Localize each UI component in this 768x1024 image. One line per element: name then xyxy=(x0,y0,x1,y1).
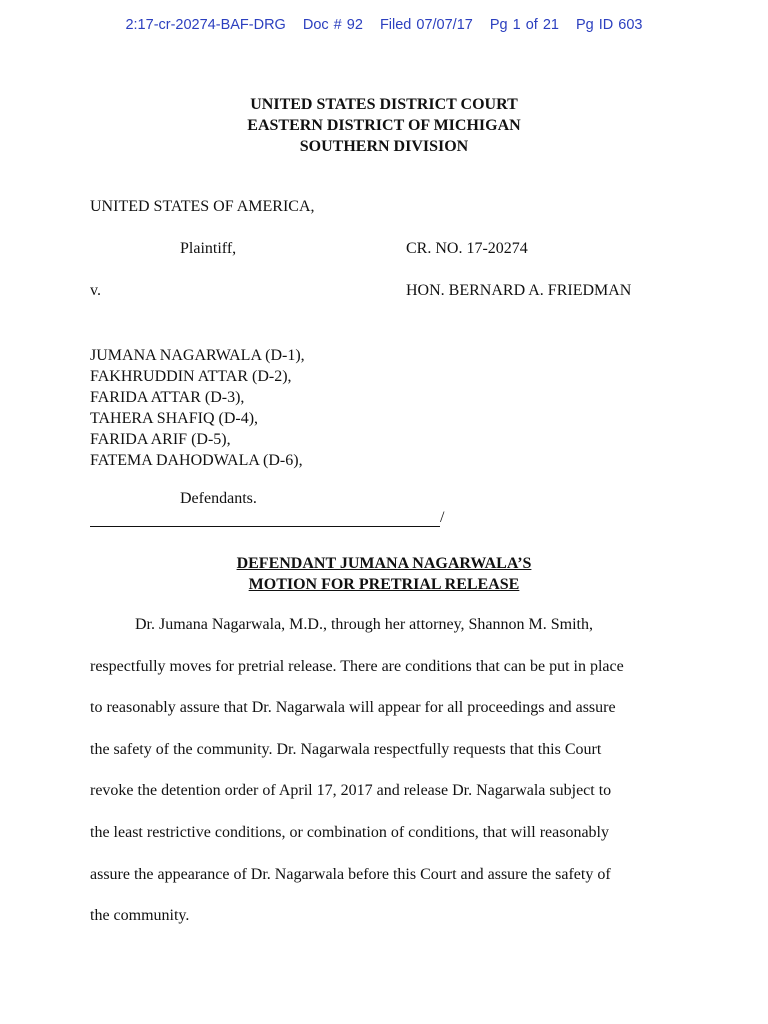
court-line-1: UNITED STATES DISTRICT COURT xyxy=(250,96,518,113)
case-no: CR. NO. 17-20274 xyxy=(406,240,528,257)
body-line: the community. xyxy=(90,907,190,925)
page-count: Pg 1 of 21 xyxy=(489,17,559,33)
motion-body xyxy=(90,613,690,946)
defendant-item: TAHERA SHAFIQ (D-4), xyxy=(90,410,259,427)
defendants-role: Defendants. xyxy=(180,490,257,507)
defendant-item: FATEMA DAHODWALA (D-6), xyxy=(90,452,303,469)
plaintiff-name: UNITED STATES OF AMERICA, xyxy=(90,198,315,215)
court-line-2: EASTERN DISTRICT OF MICHIGAN xyxy=(247,117,521,134)
defendant-item: FARIDA ATTAR (D-3), xyxy=(90,389,245,406)
body-line: respectfully moves for pretrial release. There are conditions that can be put in place xyxy=(90,657,624,675)
doc-number: Doc # 92 xyxy=(302,17,363,33)
page-id: Pg ID 603 xyxy=(576,17,643,33)
case-number: 2:17-cr-20274-BAF-DRG xyxy=(125,17,286,33)
defendant-item: FAKHRUDDIN ATTAR (D-2), xyxy=(90,368,292,385)
judge-name: HON. BERNARD A. FRIEDMAN xyxy=(406,282,632,299)
ecf-header xyxy=(0,17,768,33)
versus: v. xyxy=(90,282,101,299)
defendants-list xyxy=(90,345,305,471)
body-line: the safety of the community. Dr. Nagarwala respectfully requests that this Court xyxy=(90,740,602,758)
plaintiff-role: Plaintiff, xyxy=(180,240,237,257)
court-heading xyxy=(0,94,768,157)
motion-title-line-1: DEFENDANT JUMANA NAGARWALA’S xyxy=(236,555,532,572)
defendant-item: JUMANA NAGARWALA (D-1), xyxy=(90,347,305,364)
caption-rule xyxy=(90,526,440,527)
body-line: Dr. Jumana Nagarwala, M.D., through her attorney, Shannon M. Smith, xyxy=(135,616,593,633)
motion-title-line-2: MOTION FOR PRETRIAL RELEASE xyxy=(248,576,520,593)
body-line: revoke the detention order of April 17, 2017 and release Dr. Nagarwala subject to xyxy=(90,782,612,800)
caption-rule-slash: / xyxy=(440,509,445,526)
body-line: the least restrictive conditions, or combination of conditions, that will reasonably xyxy=(90,823,609,841)
filed-date: Filed 07/07/17 xyxy=(379,17,473,33)
defendant-item: FARIDA ARIF (D-5), xyxy=(90,431,231,448)
court-line-3: SOUTHERN DIVISION xyxy=(299,138,469,155)
body-line: to reasonably assure that Dr. Nagarwala will appear for all proceedings and assure xyxy=(90,699,616,717)
body-line: assure the appearance of Dr. Nagarwala before this Court and assure the safety of xyxy=(90,865,611,883)
motion-title xyxy=(0,553,768,595)
